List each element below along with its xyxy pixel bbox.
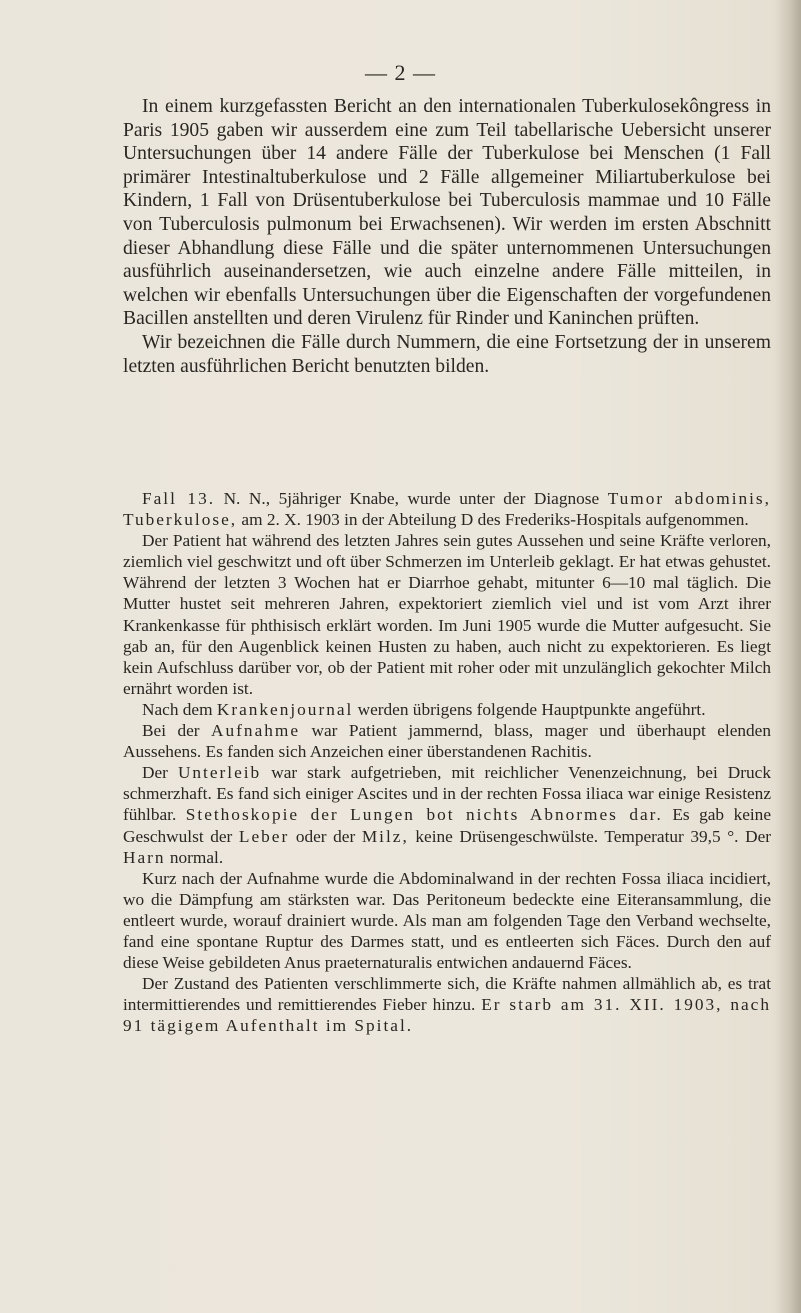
intro-section [123, 95, 771, 378]
case-paragraph [123, 720, 771, 762]
page-edge-shadow [775, 0, 801, 1313]
text-run: war stark aufgetrieben, mit reichlicher Venenzeichnung, bei Druck schmerzhaft. Es fand sich einiger Ascites und in der rechten Fossa iliaca war einige Resistenz fühlbar. [123, 763, 771, 825]
text-run: Nach dem [142, 699, 217, 719]
case-paragraph: Kurz nach der Aufnahme wurde die Abdominalwand in der rechten Fossa iliaca incidiert, wo die Dämpfung am stärksten war. Das Peritoneum bedeckte eine Eiteransammlung, die entleert wurde, worauf drainiert wurde. Als man am folgenden Tage den Verband wechselte, fand eine spontane Ruptur des Darmes statt, und es entleerten sich Fäces. Durch den auf diese Weise gebildeten Anus praeternaturalis entwichen andauernd Fäces. [123, 868, 771, 973]
text-run: am 2. X. 1903 in der Abteilung D des Frederiks-Hospitals aufgenommen. [237, 510, 749, 530]
text-run: Es gab keine Geschwulst der [123, 805, 771, 846]
text-run: werden übrigens folgende Hauptpunkte angeführt. [353, 699, 706, 719]
case-section [123, 488, 771, 1036]
intro-paragraph: Wir bezeichnen die Fälle durch Nummern, die eine Fortsetzung der in unserem letzten ausführlichen Bericht benutzten bilden. [123, 331, 771, 377]
case-paragraph: Der Patient hat während des letzten Jahres sein gutes Aussehen und seine Kräfte verloren, ziemlich viel geschwitzt und oft über Schmerzen im Unterleib geklagt. Er hat etwas gehustet. Während der letzten 3 Wochen hat er Diarrhoe gehabt, mitunter 6—10 mal täglich. Die Mutter hustet seit mehreren Jahren, expektoriert ziemlich viel und ist vom Arzt ihrer Krankenkasse für phthisisch erklärt worden. Im Juni 1905 wurde die Mutter aufgesucht. Sie gab an, für den Augenblick keinen Husten zu haben, auch nicht zu expektorieren. Es liegt kein Aufschluss darüber vor, ob der Patient mit roher oder mit unzulänglich gekochter Milch ernährt worden ist. [123, 531, 771, 698]
text-run: oder der [289, 826, 362, 846]
emphasis: Stethoskopie der Lungen bot nichts Abnormes dar. [185, 805, 663, 825]
text-run: normal. [165, 847, 224, 867]
emphasis: Unterleib [177, 763, 262, 783]
text-run: keine Drüsengeschwülste. Temperatur 39,5 °. Der [408, 826, 771, 846]
text-run: N. N., 5jähriger Knabe, wurde unter der Diagnose [215, 489, 608, 508]
emphasis: Leber [238, 826, 290, 846]
text-run: Der Zustand des Patienten verschlimmerte sich, die Kräfte nahmen allmählich ab, es trat intermittierendes und remittierendes Fieber hinzu. [123, 974, 771, 1015]
case-heading: Fall 13. [142, 489, 216, 508]
case-paragraph [123, 762, 771, 867]
text-run: Der [142, 763, 178, 783]
emphasis: Tumor abdominis, Tuberkulose, [123, 489, 771, 530]
case-paragraph [123, 699, 771, 720]
emphasis: Krankenjournal [216, 699, 354, 719]
intro-paragraph: In einem kurzgefassten Bericht an den internationalen Tuberkulosekôngress in Paris 1905 gaben wir ausserdem eine zum Teil tabellarische Uebersicht unserer Untersuchungen über 14 andere Fälle der Tuberkulose bei Menschen (1 Fall primärer Intestinaltuberkulose und 2 Fälle allgemeiner Miliartuberkulose bei Kindern, 1 Fall von Drüsentuberkulose bei Tuberculosis mammae und 10 Fälle von Tuberculosis pulmonum bei Erwachsenen). Wir werden im ersten Abschnitt dieser Abhandlung diese Fälle und die später unternommenen Untersuchungen ausführlich auseinandersetzen, wie auch einzelne andere Fälle mitteilen, in welchen wir ebenfalls Untersuchungen über die Eigenschaften der vorgefundenen Bacillen anstellten und deren Virulenz für Rinder und Kaninchen prüften. [123, 96, 771, 330]
emphasis: Milz, [361, 826, 409, 846]
emphasis: Aufnahme [211, 721, 300, 741]
case-paragraph [123, 488, 771, 530]
emphasis: Harn [123, 847, 166, 867]
text-run: Bei der [142, 721, 212, 741]
case-paragraph [123, 973, 771, 1036]
page-number: — 2 — [365, 60, 436, 85]
text-run: war Patient jammernd, blass, mager und überhaupt elenden Aussehens. Es fanden sich Anzeichen einer überstandenen Rachitis. [123, 721, 771, 762]
emphasis: Er starb am 31. XII. 1903, nach 91 tägigem Aufenthalt im Spital. [123, 995, 771, 1036]
